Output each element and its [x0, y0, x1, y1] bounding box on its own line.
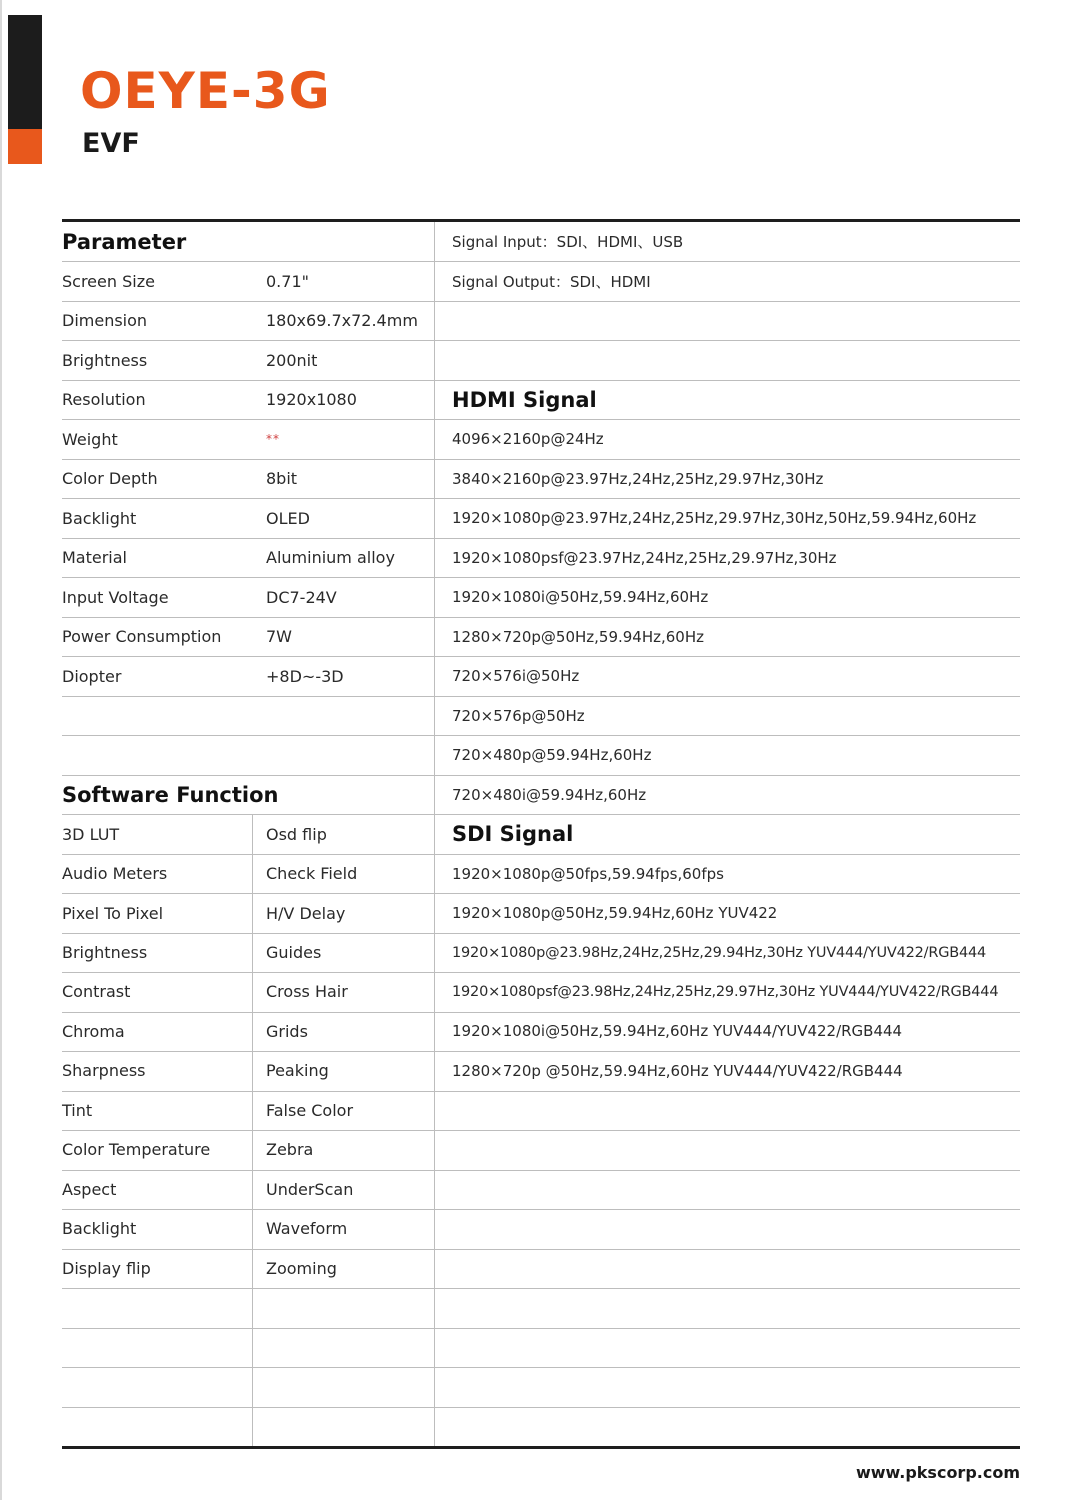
signal-output: Signal Output：SDI、HDMI — [452, 272, 651, 291]
row-divider — [62, 1328, 1020, 1329]
software-feature: Brightness — [62, 943, 148, 962]
parameter-label: Power Consumption — [62, 627, 222, 647]
sdi-heading: SDI Signal — [452, 822, 574, 847]
software-feature: Tint — [62, 1100, 93, 1120]
parameter-value: 7W — [266, 627, 292, 647]
parameter-label: Backlight — [62, 508, 137, 528]
parameter-value: 1920x1080 — [266, 390, 357, 410]
hdmi-format: 4096×2160p@24Hz — [452, 430, 604, 449]
software-feature: UnderScan — [266, 1179, 354, 1199]
hdmi-format: 1920×1080i@50Hz,59.94Hz,60Hz — [452, 588, 709, 607]
software-feature: Osd flip — [266, 824, 327, 844]
parameter-label: Resolution — [62, 390, 146, 410]
product-title: OEYE-3G — [80, 62, 331, 120]
software-feature: Contrast — [62, 982, 131, 1002]
header-dark-bar — [8, 15, 42, 129]
row-divider — [62, 1091, 1020, 1092]
row-divider — [62, 1209, 1020, 1210]
parameter-heading: Parameter — [62, 229, 187, 254]
row-divider — [62, 1407, 1020, 1408]
column-divider-main — [434, 222, 435, 1446]
table-bottom-rule — [62, 1446, 1020, 1449]
software-feature: Color Temperature — [62, 1140, 211, 1160]
row-divider — [62, 1170, 1020, 1171]
software-feature: False Color — [266, 1100, 354, 1120]
website-link[interactable]: www.pkscorp.com — [855, 1463, 1020, 1482]
parameter-value: 200nit — [266, 350, 318, 370]
parameter-value: +8D~-3D — [266, 666, 344, 686]
software-feature: Zebra — [266, 1140, 314, 1160]
software-feature: 3D LUT — [62, 824, 120, 844]
page-edge-line — [0, 0, 2, 1500]
hdmi-heading: HDMI Signal — [452, 387, 597, 412]
parameter-value: Aluminium alloy — [266, 548, 395, 568]
software-feature: Display flip — [62, 1258, 151, 1278]
parameter-value: OLED — [266, 508, 310, 528]
hdmi-format: 1920×1080psf@23.97Hz,24Hz,25Hz,29.97Hz,30Hz — [452, 548, 837, 567]
software-feature: Check Field — [266, 864, 358, 884]
software-feature: Cross Hair — [266, 982, 348, 1002]
parameter-label: Diopter — [62, 666, 122, 686]
software-feature: Audio Meters — [62, 864, 168, 884]
hdmi-format: 720×576i@50Hz — [452, 667, 580, 686]
signal-input: Signal Input：SDI、HDMI、USB — [452, 233, 684, 252]
software-feature: Guides — [266, 943, 322, 962]
hdmi-format: 720×480p@59.94Hz,60Hz — [452, 746, 652, 765]
software-feature: H/V Delay — [266, 903, 346, 923]
software-feature: Zooming — [266, 1258, 337, 1278]
sdi-format: 1920×1080p@50Hz,59.94Hz,60Hz YUV422 — [452, 904, 778, 923]
parameter-value: 8bit — [266, 469, 298, 489]
sdi-format: 1920×1080psf@23.98Hz,24Hz,25Hz,29.97Hz,30Hz YUV444/YUV422/RGB444 — [452, 983, 999, 1000]
parameter-value: ** — [266, 432, 280, 447]
parameter-value: DC7-24V — [266, 587, 337, 607]
software-feature: Aspect — [62, 1179, 117, 1199]
parameter-label: Weight — [62, 429, 118, 449]
row-divider — [62, 1249, 1020, 1250]
software-feature: Chroma — [62, 1021, 125, 1041]
software-feature: Waveform — [266, 1219, 348, 1239]
row-divider — [62, 340, 1020, 341]
hdmi-format: 720×576p@50Hz — [452, 706, 585, 725]
hdmi-format: 1280×720p@50Hz,59.94Hz,60Hz — [452, 627, 705, 646]
software-feature: Backlight — [62, 1219, 137, 1239]
row-divider — [62, 1367, 1020, 1368]
sdi-format: 1920×1080i@50Hz,59.94Hz,60Hz YUV444/YUV422/RGB444 — [452, 1022, 903, 1041]
parameter-label: Color Depth — [62, 469, 158, 489]
hdmi-format: 720×480i@59.94Hz,60Hz — [452, 785, 647, 804]
row-divider — [62, 301, 1020, 302]
parameter-label: Screen Size — [62, 271, 155, 291]
column-divider-software — [252, 814, 253, 1446]
software-feature: Peaking — [266, 1061, 329, 1081]
sdi-format: 1920×1080p@23.98Hz,24Hz,25Hz,29.94Hz,30Hz YUV444/YUV422/RGB444 — [452, 944, 987, 961]
parameter-label: Material — [62, 548, 127, 568]
hdmi-format: 1920×1080p@23.97Hz,24Hz,25Hz,29.97Hz,30Hz,50Hz,59.94Hz,60Hz — [452, 509, 977, 528]
header-accent-bar — [8, 129, 42, 164]
software-feature: Sharpness — [62, 1061, 146, 1081]
parameter-label: Dimension — [62, 311, 148, 331]
parameter-label: Input Voltage — [62, 587, 169, 607]
row-divider — [62, 1288, 1020, 1289]
parameter-value: 0.71" — [266, 271, 309, 291]
parameter-label: Brightness — [62, 350, 148, 370]
parameter-value: 180x69.7x72.4mm — [266, 311, 418, 331]
sdi-format: 1920×1080p@50fps,59.94fps,60fps — [452, 864, 724, 883]
software-feature: Grids — [266, 1021, 308, 1041]
hdmi-format: 3840×2160p@23.97Hz,24Hz,25Hz,29.97Hz,30Hz — [452, 469, 824, 488]
software-heading: Software Function — [62, 782, 279, 807]
software-feature: Pixel To Pixel — [62, 903, 164, 923]
product-subtitle: EVF — [82, 128, 140, 159]
sdi-format: 1280×720p @50Hz,59.94Hz,60Hz YUV444/YUV422/RGB444 — [452, 1061, 903, 1080]
